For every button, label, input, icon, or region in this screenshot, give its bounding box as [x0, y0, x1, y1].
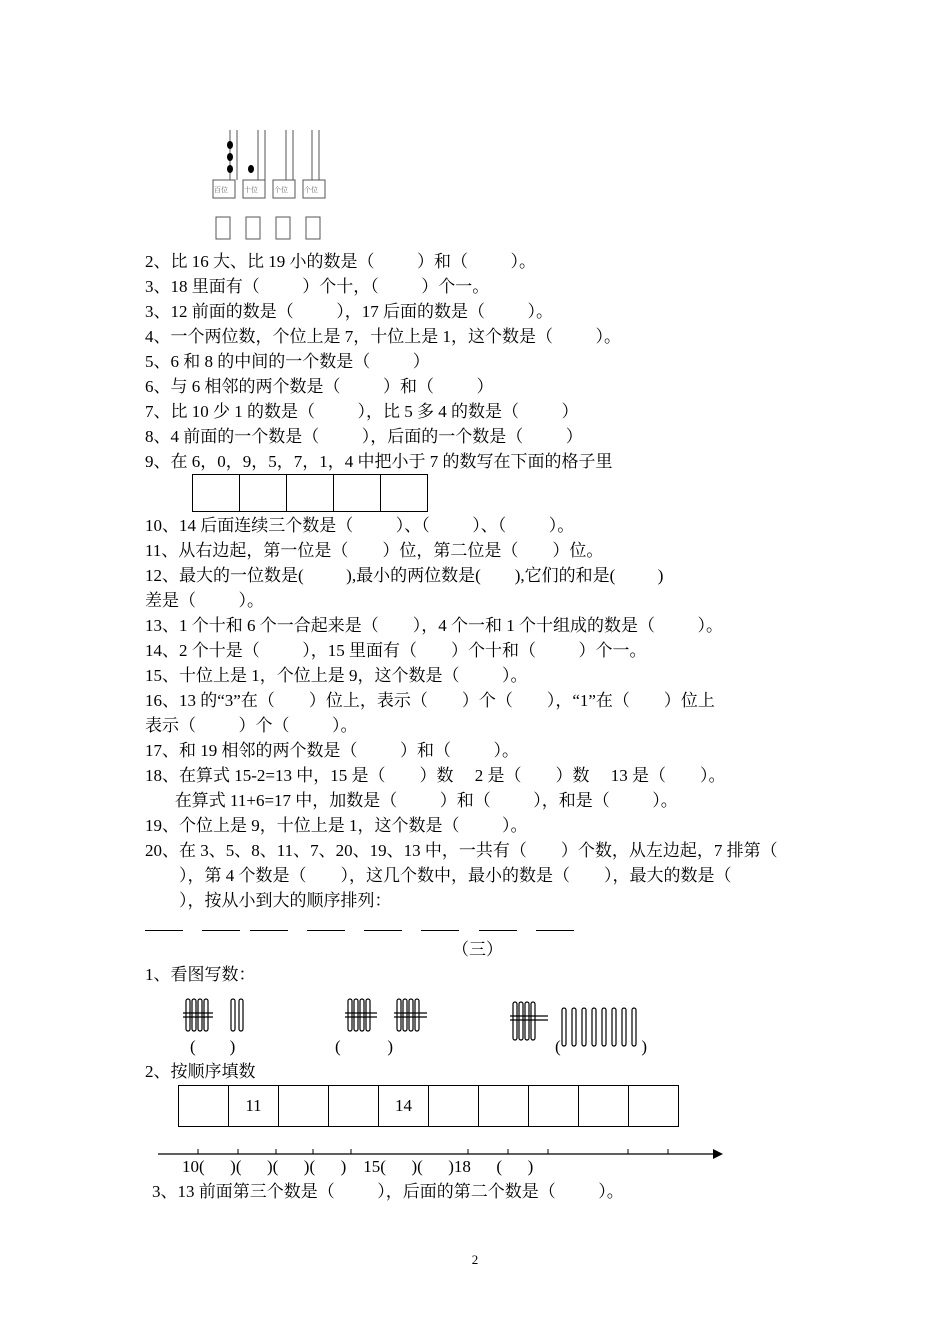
abacus-label: 十位 — [244, 186, 258, 194]
answer-paren[interactable]: ( ) — [335, 1037, 394, 1056]
sequence-cell[interactable] — [429, 1086, 479, 1126]
question-title: 1、看图写数： — [145, 965, 256, 984]
number-line-labels: 10( )( )( )( ) 15( )( )18 ( ) — [182, 1157, 534, 1176]
abacus-label: 个位 — [274, 186, 288, 194]
question-line: 8、4 前面的一个数是（ ），后面的一个数是（ ） — [145, 427, 583, 446]
question-line: 15、十位上是 1，个位上是 9，这个数是（ ）。 — [145, 666, 528, 685]
answer-blank[interactable] — [364, 930, 402, 931]
question-line: ），第 4 个数是（ ），这几个数中，最小的数是（ ），最大的数是（ — [145, 866, 732, 885]
question-line: 3、18 里面有（ ）个十，（ ）个一。 — [145, 277, 490, 296]
sequence-cell[interactable] — [629, 1086, 678, 1126]
answer-grid — [192, 474, 428, 512]
page-number: 2 — [471, 1252, 479, 1267]
question-line: 表示（ ）个（ ）。 — [145, 716, 358, 735]
answer-blank[interactable] — [421, 930, 459, 931]
question-line: 7、比 10 少 1 的数是（ ），比 5 多 4 的数是（ ） — [145, 402, 579, 421]
sequence-cell[interactable]: 11 — [229, 1086, 279, 1126]
question-line: 5、6 和 8 的中间的一个数是（ ） — [145, 352, 430, 371]
sequence-cell[interactable]: 14 — [379, 1086, 429, 1126]
answer-cell[interactable] — [240, 475, 287, 511]
question-line: 16、13 的“3”在（ ）位上，表示（ ）个（ ），“1”在（ ）位上 — [145, 691, 715, 710]
answer-blank[interactable] — [145, 930, 183, 931]
question-line: 3、12 前面的数是（ ），17 后面的数是（ ）。 — [145, 302, 553, 321]
answer-blank[interactable] — [202, 930, 240, 931]
sequence-cell[interactable] — [529, 1086, 579, 1126]
question-line: 14、2 个十是（ ），15 里面有（ ）个十和（ ）个一。 — [145, 641, 647, 660]
answer-paren[interactable]: ( ) — [190, 1037, 236, 1056]
section-title: （三） — [452, 940, 503, 959]
abacus-label: 个位 — [304, 186, 318, 194]
answer-blank[interactable] — [307, 930, 345, 931]
abacus-figure — [208, 125, 338, 245]
answer-cell[interactable] — [381, 475, 427, 511]
question-line: 19、个位上是 9，十位上是 1，这个数是（ ）。 — [145, 816, 528, 835]
sequence-cell[interactable] — [579, 1086, 629, 1126]
answer-blank[interactable] — [536, 930, 574, 931]
question-line: 2、比 16 大、比 19 小的数是（ ）和（ ）。 — [145, 252, 536, 271]
stick-bundle-icon — [345, 995, 435, 1035]
question-line: 3、13 前面第三个数是（ ），后面的第二个数是（ ）。 — [152, 1182, 624, 1201]
question-line: 11、从右边起，第一位是（ ）位，第二位是（ ）位。 — [145, 541, 604, 560]
answer-blank[interactable] — [479, 930, 517, 931]
stick-bundle-icon — [183, 995, 253, 1035]
question-line: 10、14 后面连续三个数是（ ）、（ ）、（ ）。 — [145, 516, 575, 535]
question-line: 9、在 6，0，9，5，7，1，4 中把小于 7 的数写在下面的格子里 — [145, 452, 613, 471]
sequence-cell[interactable] — [329, 1086, 379, 1126]
answer-cell[interactable] — [287, 475, 334, 511]
question-title: 2、按顺序填数 — [145, 1062, 256, 1081]
question-line: 13、1 个十和 6 个一合起来是（ ），4 个一和 1 个十组成的数是（ ）。 — [145, 616, 723, 635]
question-line: ），按从小到大的顺序排列： — [145, 891, 392, 910]
sequence-cell[interactable] — [279, 1086, 329, 1126]
answer-cell[interactable] — [193, 475, 240, 511]
question-line: 12、最大的一位数是( ),最小的两位数是( ),它们的和是( ) — [145, 566, 664, 585]
sequence-grid — [178, 1085, 679, 1127]
question-line: 6、与 6 相邻的两个数是（ ）和（ ） — [145, 377, 494, 396]
question-line: 17、和 19 相邻的两个数是（ ）和（ ）。 — [145, 741, 519, 760]
answer-blank[interactable] — [250, 930, 288, 931]
question-line: 在算式 11+6=17 中，加数是（ ）和（ ），和是（ ）。 — [145, 791, 678, 810]
question-line: 差是（ ）。 — [145, 591, 264, 610]
question-line: 20、在 3、5、8、11、7、20、19、13 中，一共有（ ）个数，从左边起，7 排第（ — [145, 841, 778, 860]
answer-cell[interactable] — [334, 475, 381, 511]
answer-paren[interactable]: ( ) — [555, 1037, 648, 1056]
question-line: 4、一个两位数，个位上是 7，十位上是 1，这个数是（ ）。 — [145, 327, 621, 346]
question-line: 18、在算式 15-2=13 中，15 是（ ）数 2 是（ ）数 13 是（ ）。 — [145, 766, 726, 785]
sequence-cell[interactable] — [479, 1086, 529, 1126]
sequence-cell[interactable] — [179, 1086, 229, 1126]
abacus-label: 百位 — [214, 186, 228, 194]
